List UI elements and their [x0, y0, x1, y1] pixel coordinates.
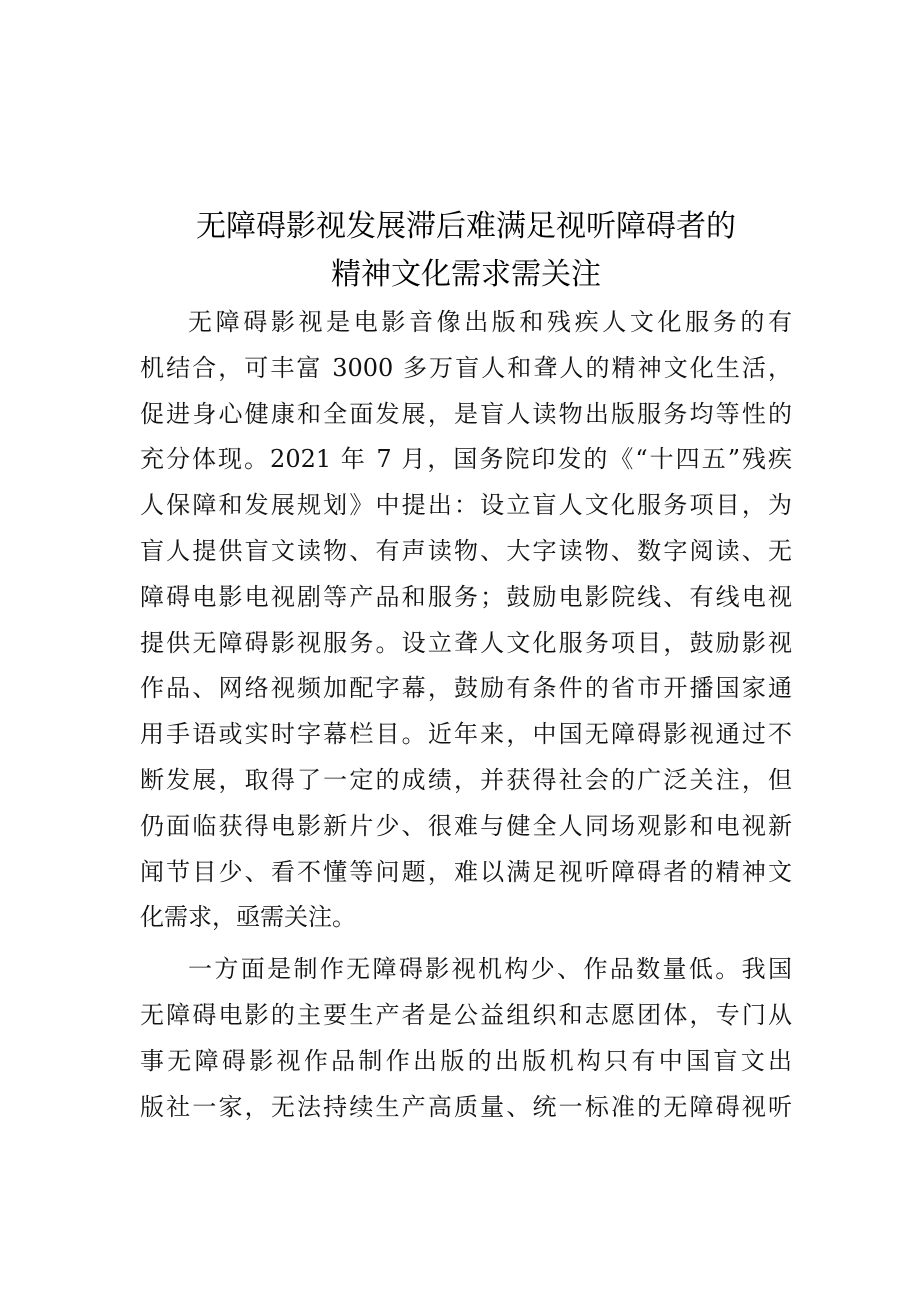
paragraph-line: 无障碍影视是电影音像出版和残疾人文化服务的有 — [188, 308, 792, 336]
title-line-2: 精神文化需求需关注 — [331, 257, 601, 292]
paragraph-line: 障碍电影电视剧等产品和服务；鼓励电影院线、有线电视 — [140, 582, 792, 611]
paragraph-line: 事无障碍影视作品制作出版的出版机构只有中国盲文出 — [140, 1046, 792, 1075]
paragraph-line: 一方面是制作无障碍影视机构少、作品数量低。我国 — [188, 955, 792, 984]
title-line-1: 无障碍影视发展滞后难满足视听障碍者的 — [196, 209, 736, 244]
paragraph-line: 作品、网络视频加配字幕，鼓励有条件的省市开播国家通 — [140, 674, 792, 703]
paragraph-line: 人保障和发展规划》中提出：设立盲人文化服务项目，为 — [140, 491, 792, 520]
paragraph-1 — [140, 300, 792, 941]
paragraph-line: 盲人提供盲文读物、有声读物、大字读物、数字阅读、无 — [140, 536, 792, 565]
paragraph-line: 版社一家，无法持续生产高质量、统一标准的无障碍视听 — [140, 1092, 792, 1121]
paragraph-line: 充分体现。2021 年 7 月，国务院印发的《“十四五”残疾 — [140, 445, 792, 474]
paragraph-line: 机结合，可丰富 3000 多万盲人和聋人的精神文化生活， — [140, 353, 792, 382]
document-title — [140, 203, 792, 299]
paragraph-line: 促进身心健康和全面发展，是盲人读物出版服务均等性的 — [140, 399, 792, 428]
paragraph-line: 用手语或实时字幕栏目。近年来，中国无障碍影视通过不 — [140, 720, 792, 749]
paragraph-line: 无障碍电影的主要生产者是公益组织和志愿团体，专门从 — [140, 1000, 792, 1029]
paragraph-line: 提供无障碍影视服务。设立聋人文化服务项目，鼓励影视 — [140, 628, 792, 657]
paragraph-2 — [140, 947, 792, 1130]
paragraph-line: 断发展，取得了一定的成绩，并获得社会的广泛关注，但 — [140, 765, 792, 794]
paragraph-line: 化需求，亟需关注。 — [140, 903, 356, 932]
document-body — [140, 300, 792, 1130]
paragraph-line: 闻节目少、看不懂等问题，难以满足视听障碍者的精神文 — [140, 857, 792, 886]
paragraph-line: 仍面临获得电影新片少、很难与健全人同场观影和电视新 — [140, 811, 792, 840]
